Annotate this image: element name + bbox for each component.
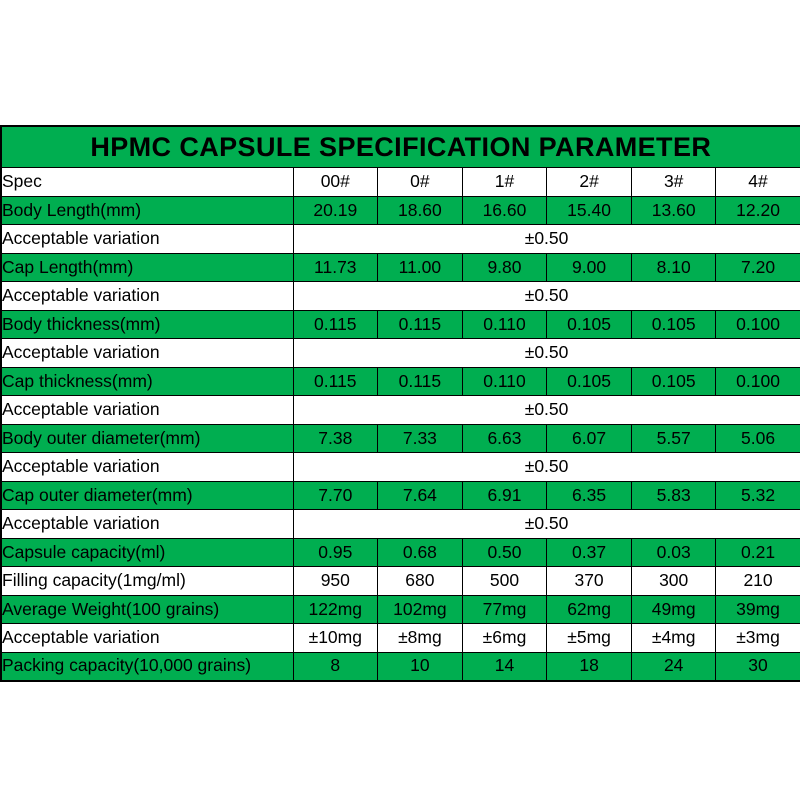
cell-value: 7.70 [293,481,378,510]
cell-value: ±6mg [462,624,547,653]
cell-value: 6.35 [547,481,632,510]
row-label: Body thickness(mm) [1,310,293,339]
table-row [1,652,800,681]
cell-value: 14 [462,652,547,681]
row-label: Capsule capacity(ml) [1,538,293,567]
cell-value: 0.105 [547,310,632,339]
table-row [1,567,800,596]
cell-value: 11.00 [378,253,463,282]
header-row [1,168,800,197]
cell-value: 950 [293,567,378,596]
corner-label: Spec [1,168,293,197]
table-row [1,253,800,282]
cell-value: 18.60 [378,196,463,225]
cell-value: 0.105 [631,310,716,339]
cell-value: 0.105 [631,367,716,396]
cell-value: 0.100 [716,310,800,339]
table-row [1,624,800,653]
row-label: Acceptable variation [1,339,293,368]
cell-value: 9.80 [462,253,547,282]
cell-value: 7.33 [378,424,463,453]
row-label: Body outer diameter(mm) [1,424,293,453]
column-header-0: 0# [378,168,463,197]
merged-variation-value: ±0.50 [293,282,800,311]
cell-value: 500 [462,567,547,596]
cell-value: ±8mg [378,624,463,653]
table-row [1,538,800,567]
cell-value: 5.83 [631,481,716,510]
row-label: Acceptable variation [1,225,293,254]
cell-value: 20.19 [293,196,378,225]
merged-variation-value: ±0.50 [293,396,800,425]
cell-value: ±4mg [631,624,716,653]
cell-value: 680 [378,567,463,596]
row-label: Cap outer diameter(mm) [1,481,293,510]
row-label: Acceptable variation [1,624,293,653]
cell-value: 122mg [293,595,378,624]
column-header-00: 00# [293,168,378,197]
cell-value: 6.07 [547,424,632,453]
row-label: Acceptable variation [1,453,293,482]
row-label: Cap thickness(mm) [1,367,293,396]
table-row [1,510,800,539]
cell-value: 9.00 [547,253,632,282]
cell-value: 0.95 [293,538,378,567]
cell-value: 0.105 [547,367,632,396]
table-row [1,424,800,453]
row-label: Acceptable variation [1,282,293,311]
cell-value: 12.20 [716,196,800,225]
cell-value: ±5mg [547,624,632,653]
table-row [1,282,800,311]
merged-variation-value: ±0.50 [293,453,800,482]
cell-value: 62mg [547,595,632,624]
cell-value: 0.115 [293,367,378,396]
cell-value: 0.110 [462,310,547,339]
merged-variation-value: ±0.50 [293,225,800,254]
table-row [1,453,800,482]
row-label: Acceptable variation [1,396,293,425]
cell-value: 5.32 [716,481,800,510]
cell-value: 5.06 [716,424,800,453]
row-label: Cap Length(mm) [1,253,293,282]
cell-value: 39mg [716,595,800,624]
cell-value: 370 [547,567,632,596]
cell-value: 18 [547,652,632,681]
table-row [1,310,800,339]
column-header-2: 2# [547,168,632,197]
column-header-3: 3# [631,168,716,197]
cell-value: 0.115 [378,367,463,396]
row-label: Average Weight(100 grains) [1,595,293,624]
row-label: Acceptable variation [1,510,293,539]
cell-value: 6.91 [462,481,547,510]
table-title: HPMC CAPSULE SPECIFICATION PARAMETER [1,126,800,168]
cell-value: 0.110 [462,367,547,396]
spec-table [0,125,800,682]
row-label: Filling capacity(1mg/ml) [1,567,293,596]
title-row [1,126,800,168]
table-row [1,225,800,254]
cell-value: 10 [378,652,463,681]
cell-value: 8 [293,652,378,681]
column-header-4: 4# [716,168,800,197]
cell-value: 0.37 [547,538,632,567]
table-row [1,595,800,624]
cell-value: 49mg [631,595,716,624]
cell-value: 8.10 [631,253,716,282]
cell-value: 0.100 [716,367,800,396]
cell-value: ±10mg [293,624,378,653]
cell-value: 13.60 [631,196,716,225]
cell-value: 24 [631,652,716,681]
cell-value: 0.115 [293,310,378,339]
cell-value: 7.20 [716,253,800,282]
cell-value: 0.115 [378,310,463,339]
merged-variation-value: ±0.50 [293,510,800,539]
cell-value: 77mg [462,595,547,624]
cell-value: 16.60 [462,196,547,225]
table-row [1,339,800,368]
merged-variation-value: ±0.50 [293,339,800,368]
table-row [1,481,800,510]
cell-value: 5.57 [631,424,716,453]
cell-value: 0.68 [378,538,463,567]
cell-value: 102mg [378,595,463,624]
cell-value: 0.03 [631,538,716,567]
cell-value: 30 [716,652,800,681]
cell-value: ±3mg [716,624,800,653]
cell-value: 210 [716,567,800,596]
table-row [1,367,800,396]
cell-value: 300 [631,567,716,596]
cell-value: 6.63 [462,424,547,453]
cell-value: 7.64 [378,481,463,510]
table-row [1,196,800,225]
cell-value: 11.73 [293,253,378,282]
row-label: Body Length(mm) [1,196,293,225]
cell-value: 0.21 [716,538,800,567]
cell-value: 0.50 [462,538,547,567]
row-label: Packing capacity(10,000 grains) [1,652,293,681]
table-row [1,396,800,425]
column-header-1: 1# [462,168,547,197]
cell-value: 7.38 [293,424,378,453]
cell-value: 15.40 [547,196,632,225]
